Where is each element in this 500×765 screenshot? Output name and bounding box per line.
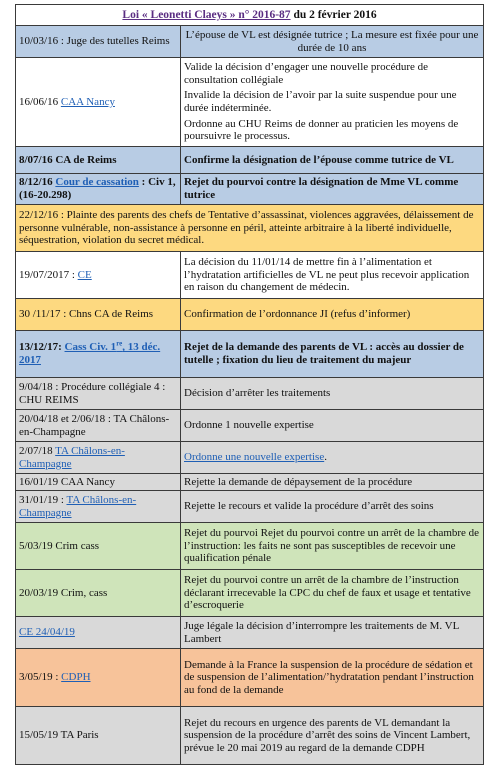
table-row	[16, 707, 484, 765]
row-date-cell	[16, 174, 181, 205]
table-row	[16, 174, 484, 205]
event-paragraph: Valide la décision d’engager une nouvelle procédure de consultation collégiale	[184, 61, 429, 86]
row-event-cell: Confirmation de l’ordonnance JI (refus d’informer)	[181, 299, 484, 331]
row-event-cell: Ordonne 1 nouvelle expertise	[181, 410, 484, 442]
table-row	[16, 331, 484, 378]
row-event-cell	[181, 442, 484, 474]
ce-link[interactable]: CE 24/04/19	[19, 626, 75, 639]
table-row	[16, 299, 484, 331]
table-row	[16, 147, 484, 174]
row-date-text: 2/07/18	[19, 444, 56, 457]
ta-chalons-link[interactable]: TA Châlons-en-Champagne	[19, 493, 137, 519]
table-row	[16, 617, 484, 649]
cour-de-cassation-link[interactable]: Cour de cassation	[55, 176, 139, 189]
row-date-text: 19/07/2017 :	[19, 268, 78, 281]
caa-nancy-link[interactable]: CAA Nancy	[60, 95, 115, 108]
table-row	[16, 205, 484, 252]
event-paragraph: Invalide la décision de l’avoir par la suite suspendue pour une durée indéterminée.	[184, 89, 457, 114]
cass-civ-superscript: re	[116, 339, 123, 348]
row-date-text: 16/06/16	[19, 95, 61, 108]
row-event-cell: La décision du 11/01/14 de mettre fin à l’alimentation et l’hydratation artificielles de VL ne peut plus recevoir application en raison du changement de médecin.	[181, 252, 484, 299]
row-date-cell	[16, 491, 181, 523]
row-event-cell: L’épouse de VL est désignée tutrice ; La mesure est fixée pour une durée de 10 ans	[181, 26, 484, 58]
row-date-cell: 5/03/19 Crim cass	[16, 523, 181, 570]
cass-civ-link-date: , 13 déc. 2017	[19, 341, 161, 366]
title-suffix: du 2 février 2016	[290, 8, 377, 21]
row-event-cell: Rejette le recours et valide la procédure d’arrêt des soins	[181, 491, 484, 523]
row-date-cell	[16, 58, 181, 147]
row-event-cell	[181, 58, 484, 147]
row-event-cell: Juge légale la décision d’interrompre les traitements de M. VL Lambert	[181, 617, 484, 649]
row-event-text: .	[324, 451, 327, 464]
row-event-cell: Rejet du pourvoi contre un arrêt de la chambre de l’instruction déclarant irrecevable la CPC du chef de faux et usage et tentative d’escroquerie	[181, 570, 484, 617]
row-event-cell: Rejet du pourvoi contre la désignation de Mme VL comme tutrice	[181, 174, 484, 205]
row-date-text: 31/01/19 :	[19, 493, 67, 506]
table-row	[16, 58, 484, 147]
row-event-cell: Rejette la demande de dépaysement de la procédure	[181, 474, 484, 491]
row-event-cell: Rejet de la demande des parents de VL : accès au dossier de tutelle ; fixation du lieu de traitement du majeur	[181, 331, 484, 378]
row-date-cell: 20/03/19 Crim, cass	[16, 570, 181, 617]
row-date-cell	[16, 252, 181, 299]
row-date-cell: 10/03/16 : Juge des tutelles Reims	[16, 26, 181, 58]
table-row	[16, 474, 484, 491]
title-link[interactable]: Loi « Leonetti Claeys » n° 2016-87	[122, 8, 291, 21]
row-date-cell: 20/04/18 et 2/06/18 : TA Châlons-en-Champagne	[16, 410, 181, 442]
ta-chalons-link[interactable]: TA Châlons-en-Champagne	[19, 444, 125, 470]
row-date-cell	[16, 649, 181, 707]
row-event-cell: Rejet du pourvoi Rejet du pourvoi contre un arrêt de la chambre de l’instruction: les faits ne sont pas susceptibles de recevoir une qualification pénale	[181, 523, 484, 570]
row-date-text: 13/12/17:	[19, 341, 65, 354]
table-row	[16, 491, 484, 523]
row-full-cell: 22/12/16 : Plainte des parents des chefs de Tentative d’assassinat, violences aggravées, délaissement de personne vulnérable, non-assistance à personne en péril, atteinte arbitraire à la liberté individuelle, séquestration, violation du secret médical.	[16, 205, 484, 252]
table-row	[16, 649, 484, 707]
table-row	[16, 442, 484, 474]
event-paragraph: Ordonne au CHU Reims de donner au praticien les moyens de poursuivre le processus.	[184, 117, 459, 143]
table-row	[16, 523, 484, 570]
row-event-cell: Demande à la France la suspension de la procédure de sédation et de suspension de l’alimentation/’hydratation pendant l’instruction au fond de la demande	[181, 649, 484, 707]
row-date-cell: 9/04/18 : Procédure collégiale 4 : CHU REIMS	[16, 378, 181, 410]
row-date-text: 3/05/19 :	[19, 671, 62, 684]
row-date-cell	[16, 617, 181, 649]
row-date-cell: 15/05/19 TA Paris	[16, 707, 181, 765]
row-date-text: 8/12/16	[19, 176, 56, 189]
row-date-cell	[16, 442, 181, 474]
table-row	[16, 570, 484, 617]
title-row	[16, 5, 484, 26]
nouvelle-expertise-link[interactable]: Ordonne une nouvelle expertise	[184, 451, 325, 464]
table-row	[16, 378, 484, 410]
table-row	[16, 252, 484, 299]
row-date-cell: 16/01/19 CAA Nancy	[16, 474, 181, 491]
row-date-cell: 8/07/16 CA de Reims	[16, 147, 181, 174]
table-row	[16, 410, 484, 442]
row-date-cell	[16, 331, 181, 378]
cdph-link[interactable]: CDPH	[61, 671, 91, 684]
row-date-cell: 30 /11/17 : Chns CA de Reims	[16, 299, 181, 331]
row-event-cell: Rejet du recours en urgence des parents de VL demandant la suspension de la procédure d’arrêt des soins de Vincent Lambert, prévue le 20 mai 2019 au regard de la demande CDPH	[181, 707, 484, 765]
title-cell	[16, 5, 484, 26]
timeline-table	[15, 4, 484, 765]
row-event-cell: Décision d’arrêter les traitements	[181, 378, 484, 410]
cass-civ-link-text: Cass Civ. 1	[64, 341, 117, 354]
table-row	[16, 26, 484, 58]
ce-link[interactable]: CE	[77, 268, 92, 281]
row-date-text: : Civ 1, (16-20.298)	[19, 176, 176, 201]
row-event-cell: Confirme la désignation de l’épouse comme tutrice de VL	[181, 147, 484, 174]
